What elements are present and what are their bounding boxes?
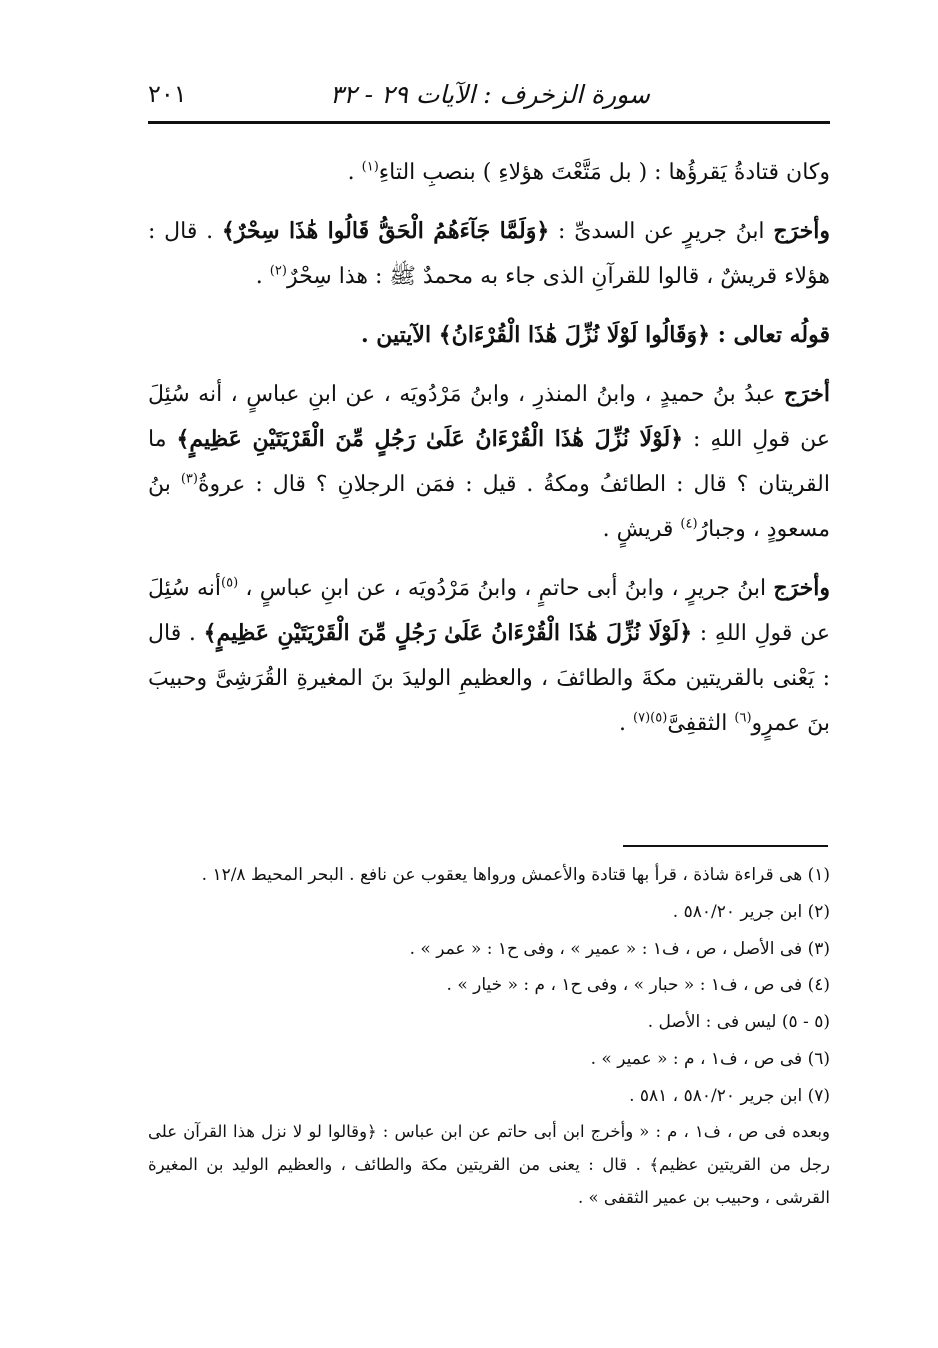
- paragraph-4-text-b: ما القريتان ؟ قال : الطائفُ ومكةُ . قيل : فمَن الرجلانِ ؟ قال : عروةُ: [148, 427, 830, 497]
- paragraph-4-text-a: عبدُ بنُ حميدٍ ، وابنُ المنذرِ ، وابنُ مَرْدُويَه ، عن ابنِ عباسٍ ، أنه سُئِلَ عن قولِ اللهِ :: [148, 382, 830, 452]
- paragraph-2-text-b: . قال : هؤلاء قريشٌ ، قالوا للقرآنِ الذى جاء به محمدٌ ﷺ : هذا سِحْرٌ: [148, 219, 830, 289]
- paragraph-4-text-c: بنُ مسعودٍ ، وجبارُ: [148, 472, 830, 542]
- paragraph-5-text-c: . قال : يَعْنى بالقريتين مكةَ والطائفَ ، والعظيمِ الوليدَ بنَ المغيرةِ القُرَشِىَّ وحبيبَ بنَ عمرٍو: [148, 621, 830, 736]
- footnote-4: (٤) فى ص ، ف١ : « حبار » ، وفى ح١ ، م : « خيار » .: [446, 975, 830, 996]
- footnote-6: (٦) فى ص ، ف١ ، م : « عمير » .: [590, 1048, 830, 1069]
- footnote-3: (٣) فى الأصل ، ص ، ف١ : « عمير » ، وفى ح١ : « عمر » .: [409, 938, 830, 959]
- footnote-7-continuation: وبعده فى ص ، ف١ ، م : « وأخرج ابن أبى حاتم عن ابن عباس : ﴿وقالوا لو لا نزل هذا القرآن على رجل من القريتين عظيم﴾ . قال : يعنى من القريتين مكة والطائف ، والعظيم الوليد بن المغيرة القرشى ، وحبيب بن عمير الثقفى » .: [148, 1121, 830, 1207]
- footnote-ref-4: (٤): [680, 516, 698, 532]
- footnote-ref-6: (٦): [734, 710, 752, 726]
- verse-heading-text: الآيتين .: [360, 322, 439, 348]
- paragraph-2: [148, 209, 830, 299]
- footnote-separator: [623, 845, 828, 847]
- paragraph-1-text: وكان قتادةُ يَقرؤُها : ( بل مَتَّعْتَ هؤلاءِ ) بنصبِ التاءِ: [378, 160, 830, 185]
- paragraph-4-lead: أخرَج: [783, 381, 830, 407]
- footnote-2: (٢) ابن جرير ٥٨٠/٢٠ .: [672, 901, 830, 922]
- paragraph-5-lead: وأخرَج: [773, 575, 830, 601]
- paragraph-3: [148, 313, 830, 358]
- paragraph-4: [148, 372, 830, 552]
- footnote-ref-2: (٢): [269, 263, 287, 279]
- paragraph-2-end: .: [255, 264, 270, 289]
- footnote-5: (٥ - ٥) ليس فى : الأصل .: [647, 1012, 830, 1033]
- paragraph-1-end: .: [347, 160, 362, 185]
- footnotes: [148, 857, 830, 1214]
- verse-heading-lead: قولُه تعالى :: [710, 322, 830, 348]
- footnote-ref-3: (٣): [180, 471, 198, 487]
- page-header: [148, 74, 830, 118]
- paragraph-4-text-d: قريشٍ .: [602, 517, 681, 542]
- quran-verse-2: ﴿وَقَالُوا لَوْلَا نُزِّلَ هَٰذَا الْقُرْءَانُ﴾: [438, 322, 711, 348]
- paragraph-5-text-a: ابنُ جريرٍ ، وابنُ أبى حاتمٍ ، وابنُ مَرْدُويَه ، عن ابنِ عباسٍ ،: [238, 576, 774, 601]
- paragraph-2-text-a: ابنُ جريرٍ عن السدىِّ :: [549, 219, 774, 244]
- paragraph-5-text-d: الثقفِىَّ: [667, 711, 735, 736]
- footnote-1: (١) هى قراءة شاذة ، قرأ بها قتادة والأعمش ورواها يعقوب عن نافع . البحر المحيط ١٢/٨ .: [201, 865, 830, 885]
- paragraph-1: [148, 150, 830, 195]
- footnote-7: (٧) ابن جرير ٥٨٠/٢٠ ، ٥٨١ .: [629, 1085, 830, 1106]
- running-title: سورة الزخرف : الآيات ٢٩ - ٣٢: [329, 80, 650, 109]
- paragraph-5-end: .: [619, 711, 634, 736]
- paragraph-2-lead: وأخرَج: [773, 218, 830, 244]
- quran-verse-4: ﴿لَوْلَا نُزِّلَ هَٰذَا الْقُرْءَانُ عَلَىٰ رَجُلٍ مِّنَ الْقَرْيَتَيْنِ عَظِيمٍ﴾: [203, 620, 693, 646]
- footnote-ref-1: (١): [361, 159, 379, 175]
- header-rule: [148, 121, 830, 124]
- paragraph-5: [148, 566, 830, 746]
- paragraph-5-text-b: أنه سُئِلَ عن قولِ اللهِ :: [148, 576, 830, 646]
- main-text: [148, 150, 830, 746]
- quran-verse-1: ﴿وَلَمَّا جَآءَهُمُ الْحَقُّ قَالُوا هَٰذَا سِحْرٌ﴾: [221, 218, 550, 244]
- footnote-ref-5: (٥): [221, 575, 239, 591]
- footnote-ref-5-7: (٥)(٧): [633, 710, 668, 726]
- page-number: ٢٠١: [148, 80, 187, 108]
- quran-verse-3: ﴿لَوْلَا نُزِّلَ هَٰذَا الْقُرْءَانُ عَلَىٰ رَجُلٍ مِّنَ الْقَرْيَتَيْنِ عَظِيمٍ﴾: [176, 426, 684, 452]
